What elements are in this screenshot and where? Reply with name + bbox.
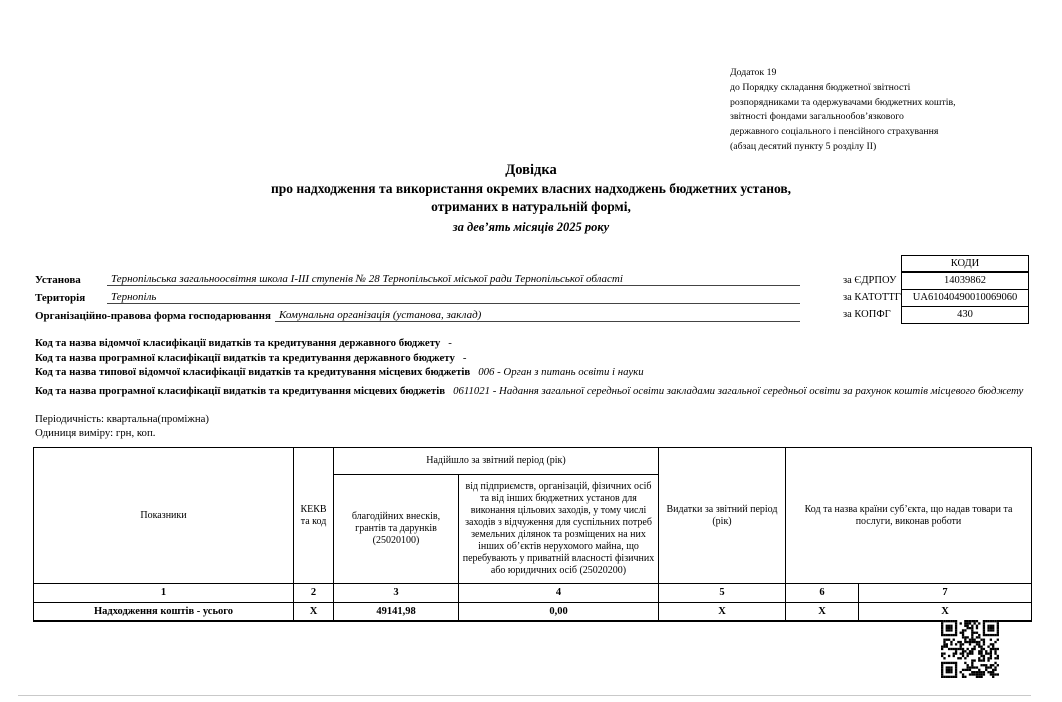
codes-header: КОДИ	[902, 256, 1028, 273]
organization-block	[35, 269, 800, 323]
appendix-note-line: (абзац десятий пункту 5 розділу II)	[730, 140, 877, 152]
column-number: 4	[459, 584, 659, 603]
column-number: 7	[859, 584, 1032, 603]
row-country-name: X	[859, 603, 1032, 622]
header-received-span: Надійшло за звітний період (рік)	[334, 448, 659, 475]
institution-value: Тернопільська загальноосвітня школа І-ІІІ ступенів № 28 Тернопільської міської ради Тернопільської області	[107, 273, 800, 286]
row-country-code: X	[786, 603, 859, 622]
appendix-note-line: Додаток 19	[730, 67, 777, 78]
classification-label: Код та назва типової відомчої класифікації видатків та кредитування місцевих бюджетів	[35, 366, 471, 379]
periodicity-text: Періодичність: квартальна(проміжна)	[35, 413, 209, 425]
column-number: 1	[34, 584, 294, 603]
title-line-1: Довідка	[505, 162, 557, 178]
report-meta	[35, 412, 209, 440]
document-title	[0, 161, 1062, 236]
appendix-note-line: до Порядку складання бюджетної звітності	[730, 81, 911, 93]
katottg-value: UA61040490010069060	[902, 290, 1028, 307]
qr-code	[941, 620, 999, 678]
classification-label: Код та назва програмної класифікації видатків та кредитування державного бюджету	[35, 351, 455, 364]
appendix-note	[730, 66, 1045, 155]
appendix-note-line: звітності фондами загальнообов’язкового	[730, 111, 904, 123]
row-donations-value: 49141,98	[334, 603, 459, 622]
code-labels	[843, 272, 901, 323]
appendix-note-line: державного соціального і пенсійного страхування	[730, 126, 939, 138]
classification-value: -	[462, 351, 467, 364]
legal-form-label: Організаційно-правова форма господарювання	[35, 310, 271, 322]
territory-value: Тернопіль	[107, 291, 800, 304]
classification-label: Код та назва відомчої класифікації видатків та кредитування державного бюджету	[35, 337, 441, 349]
title-line-3: отриманих в натуральній формі,	[431, 199, 631, 214]
edrpou-label: за ЄДРПОУ	[843, 275, 897, 286]
legal-form-value: Комунальна організація (установа, заклад)	[275, 309, 800, 322]
column-number: 6	[786, 584, 859, 603]
row-indicator: Надходження коштів - усього	[34, 603, 294, 622]
table-row-total	[34, 603, 1032, 622]
classification-line	[35, 336, 1040, 350]
report-table	[33, 447, 1032, 622]
unit-text: Одиниця виміру: грн, коп.	[35, 427, 156, 439]
row-enterprises-value: 0,00	[459, 603, 659, 622]
legal-form-row	[35, 305, 800, 322]
katottg-label: за КАТОТТГ	[843, 292, 901, 303]
classification-block	[35, 336, 1040, 398]
classification-line	[35, 365, 1040, 379]
header-kekv: КЕКВ та код	[294, 448, 334, 584]
codes-table	[901, 255, 1029, 324]
classification-label: Код та назва програмної класифікації видатків та кредитування місцевих бюджетів	[35, 384, 446, 397]
row-kekv: X	[294, 603, 334, 622]
header-country: Код та назва країни суб’єкта, що надав товари та послуги, виконав роботи	[786, 448, 1032, 584]
kopfg-value: 430	[957, 309, 973, 320]
header-donations: благодійних внесків, грантів та дарунків (25020100)	[334, 475, 459, 584]
column-number: 3	[334, 584, 459, 603]
row-expenses-value: X	[659, 603, 786, 622]
territory-label: Територія	[35, 292, 86, 304]
header-expenses: Видатки за звітний період (рік)	[659, 448, 786, 584]
appendix-note-line: розпорядниками та одержувачами бюджетних коштів,	[730, 96, 956, 108]
header-enterprises: від підприємств, організацій, фізичних осіб та від інших бюджетних установ для виконання цільових заходів, у тому числі заходів з відчуження для суспільних потреб земельних ділянок та розміщених на них інших об’єктів нерухомого майна, що перебувають у приватній власності фізичних або юридичних осіб (25020200)	[459, 475, 659, 584]
classification-value: 0611021 - Надання загальної середньої освіти закладами загальної середньої освіти за рахунок коштів місцевого бюджету	[453, 384, 1024, 397]
kopfg-label: за КОПФГ	[843, 309, 891, 320]
edrpou-value: 14039862	[902, 273, 1028, 290]
institution-label: Установа	[35, 274, 81, 286]
territory-row	[35, 287, 800, 304]
document-subtitle: за дев’ять місяців 2025 року	[452, 220, 610, 234]
column-numbers-row	[34, 584, 1032, 603]
column-number: 5	[659, 584, 786, 603]
header-indicators: Показники	[34, 448, 294, 584]
classification-line	[35, 384, 1040, 398]
classification-value: 006 - Орган з питань освіти і науки	[478, 366, 644, 379]
institution-row	[35, 269, 800, 286]
classification-line	[35, 351, 1040, 365]
title-line-2: про надходження та використання окремих власних надходжень бюджетних установ,	[270, 181, 792, 196]
bottom-divider	[18, 695, 1031, 696]
column-number: 2	[294, 584, 334, 603]
classification-value: -	[448, 337, 452, 349]
